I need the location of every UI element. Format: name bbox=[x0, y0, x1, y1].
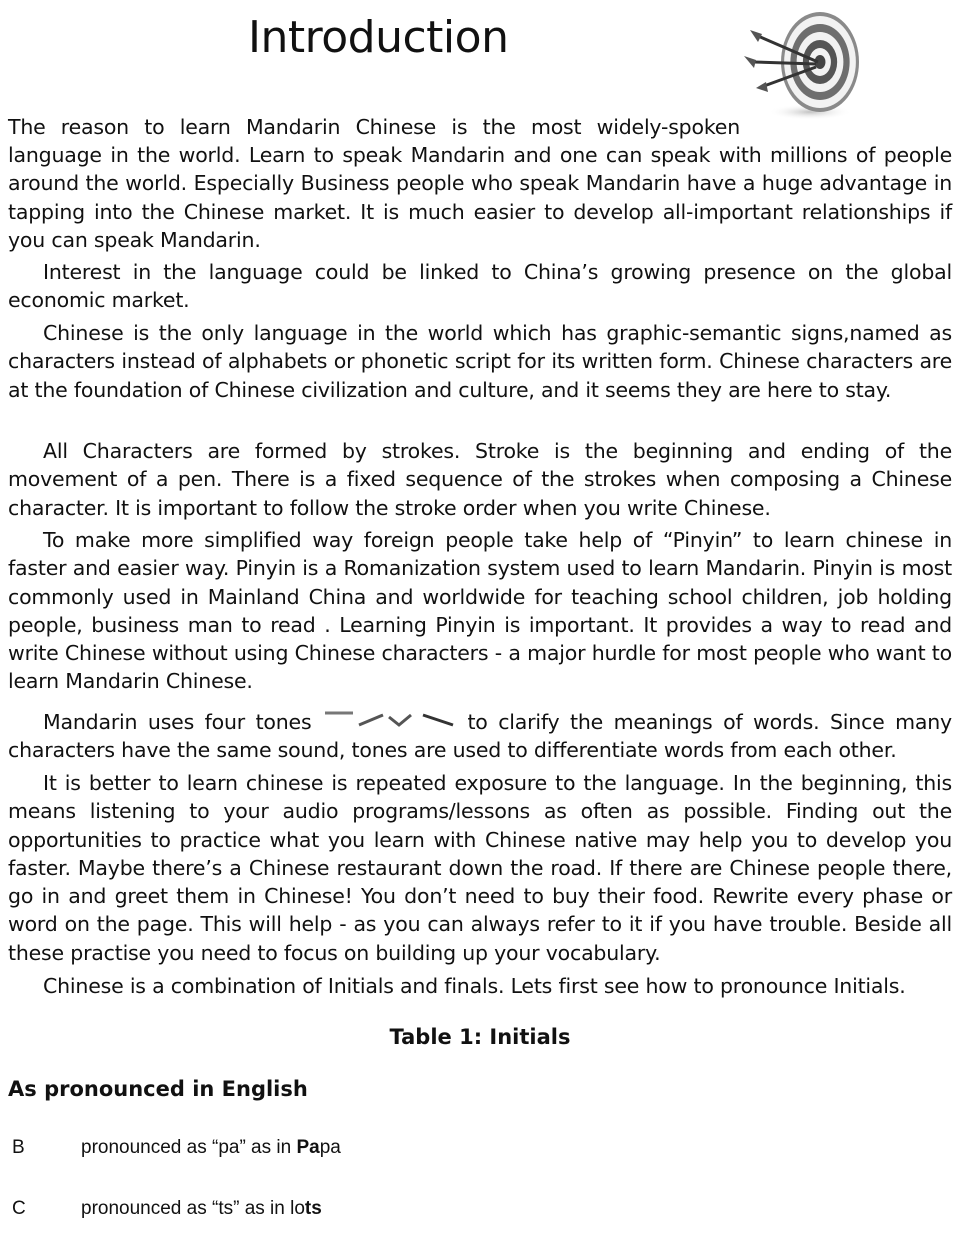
paragraph-7: It is better to learn chinese is repeated exposure to the language. In the beginning, this means listening to your audio programs/lessons as often as possible. Finding out the opportunities to practice what you learn with Chinese native may help you to develop you faster. Maybe there’s a Chinese restaurant down the road. If there are Chinese people there, go in and greet them in Chinese! You don’t need to buy their food. Rewrite every phase or word on the page. This will help - as you can always refer to it if you have trouble. Beside all these practise you need to focus on building up your vocabulary. bbox=[8, 771, 952, 965]
table-row bbox=[0, 1195, 960, 1223]
initial-description bbox=[81, 1134, 341, 1162]
paragraph-6-after: to clarify the meanings of words. Since many characters have the same sound, tones are used to differentiate words from each other. bbox=[8, 710, 952, 763]
section-heading: As pronounced in English bbox=[8, 1077, 308, 1101]
paragraph-1-first-line: The reason to learn Mandarin Chinese is the most widely-spoken bbox=[8, 115, 740, 139]
paragraph-1: language in the world. Learn to speak Mandarin and one can speak with millions of people around the world. Especially Business people who speak Mandarin have a huge advantage in tapping into the Chinese market. It is much easier to develop all-important relationships if you can speak Mandarin. bbox=[8, 143, 952, 252]
paragraph-8: Chinese is a combination of Initials and finals. Lets first see how to pronounce Initials. bbox=[43, 974, 906, 998]
table-row bbox=[0, 1134, 960, 1162]
initial-description bbox=[81, 1195, 322, 1223]
description-suffix: pa bbox=[319, 1137, 341, 1158]
description-text: pronounced as “ts” as in lo bbox=[81, 1198, 305, 1219]
paragraph-3: Chinese is the only language in the world which has graphic-semantic signs,named as characters instead of alphabets or phonetic script for its written form. Chinese characters are at the foundation of Chinese civilization and culture, and it seems they are here to stay. bbox=[8, 321, 952, 402]
description-emphasis: ts bbox=[304, 1198, 322, 1219]
initial-letter: C bbox=[12, 1198, 26, 1219]
description-text: pronounced as “pa” as in bbox=[81, 1137, 297, 1158]
paragraph-5: To make more simplified way foreign people take help of “Pinyin” to learn chinese in faster and easier way. Pinyin is a Romanization system used to learn Mandarin. Pinyin is most commonly used in Mainland China and worldwide for teaching school children, job holding people, business man to read . Learning Pinyin is important. It provides a way to read and write Chinese without using Chinese characters - a major hurdle for most people who want to learn Mandarin Chinese. bbox=[8, 528, 952, 694]
paragraph-4: All Characters are formed by strokes. Stroke is the beginning and ending of the movement of a pen. There is a fixed sequence of the strokes when composing a Chinese character. It is important to follow the stroke order when you write Chinese. bbox=[8, 439, 952, 520]
page-title: Introduction bbox=[248, 12, 509, 63]
paragraph-6 bbox=[8, 708, 952, 765]
paragraph-6-before: Mandarin uses four tones bbox=[43, 710, 312, 734]
description-emphasis: Pa bbox=[296, 1137, 320, 1158]
archery-target-icon bbox=[736, 4, 866, 124]
tone-marks-icon bbox=[319, 709, 459, 731]
paragraph-2: Interest in the language could be linked to China’s growing presence on the global economic market. bbox=[8, 260, 952, 313]
initial-letter: B bbox=[12, 1137, 25, 1158]
table-caption: Table 1: Initials bbox=[389, 1025, 571, 1049]
